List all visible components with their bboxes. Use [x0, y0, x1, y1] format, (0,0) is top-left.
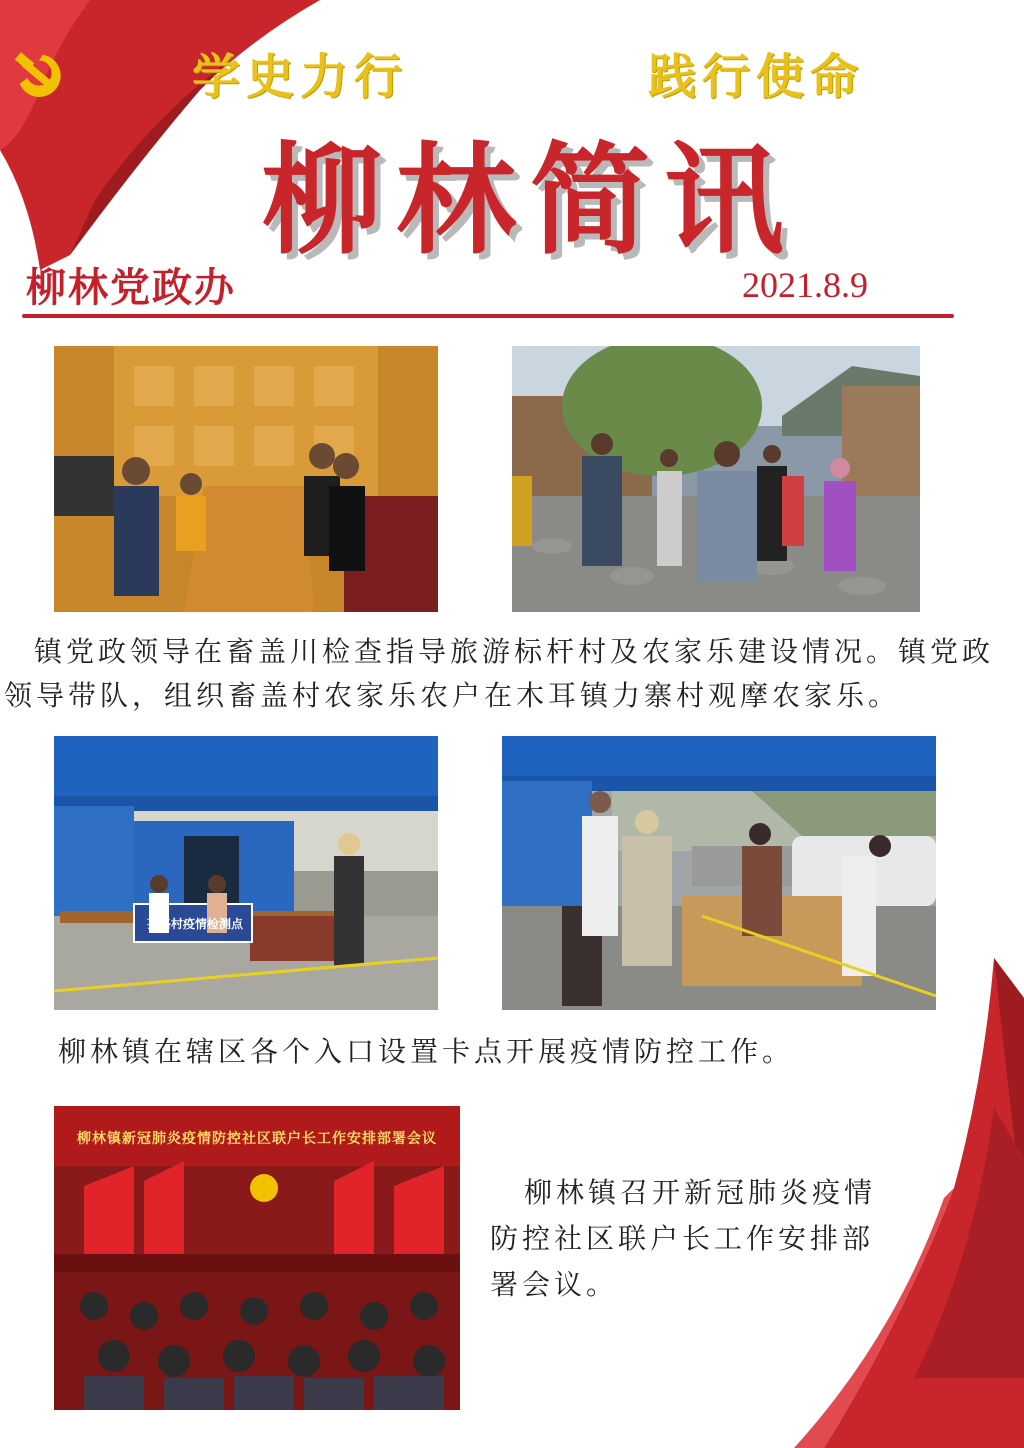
checkpoint-sign-text: 茶路村疫情检测点 — [146, 917, 243, 931]
photo-meeting-hall — [54, 1106, 460, 1410]
meeting-banner-text: 柳林镇新冠肺炎疫情防控社区联户长工作安排部署会议 — [77, 1131, 437, 1147]
caption-meeting: 柳林镇召开新冠肺炎疫情防控社区联户长工作安排部署会议。 — [490, 1176, 877, 1301]
caption-inspection: 镇党政领导在畜盖川检查指导旅游标杆村及农家乐建设情况。镇党政领导带队，组织畜盖村农家乐农户在木耳镇力寨村观摩农家乐。 — [4, 635, 995, 712]
photo-roadside-checkpoint — [502, 736, 936, 1010]
photo-village-visit — [512, 346, 920, 612]
newsletter-title: 柳林简讯 — [262, 132, 798, 271]
photo-inspection-indoor — [54, 346, 438, 612]
caption-checkpoints: 柳林镇在辖区各个入口设置卡点开展疫情防控工作。 — [58, 1035, 795, 1068]
slogan-left: 学史力行 — [192, 49, 409, 105]
header-divider — [22, 314, 954, 318]
organization-name: 柳林党政办 — [26, 264, 236, 311]
slogan-right: 践行使命 — [648, 49, 865, 105]
hammer-and-sickle-icon — [10, 48, 68, 100]
issue-date: 2021.8.9 — [742, 265, 868, 305]
photo-checkpoint-tent — [54, 736, 438, 1010]
